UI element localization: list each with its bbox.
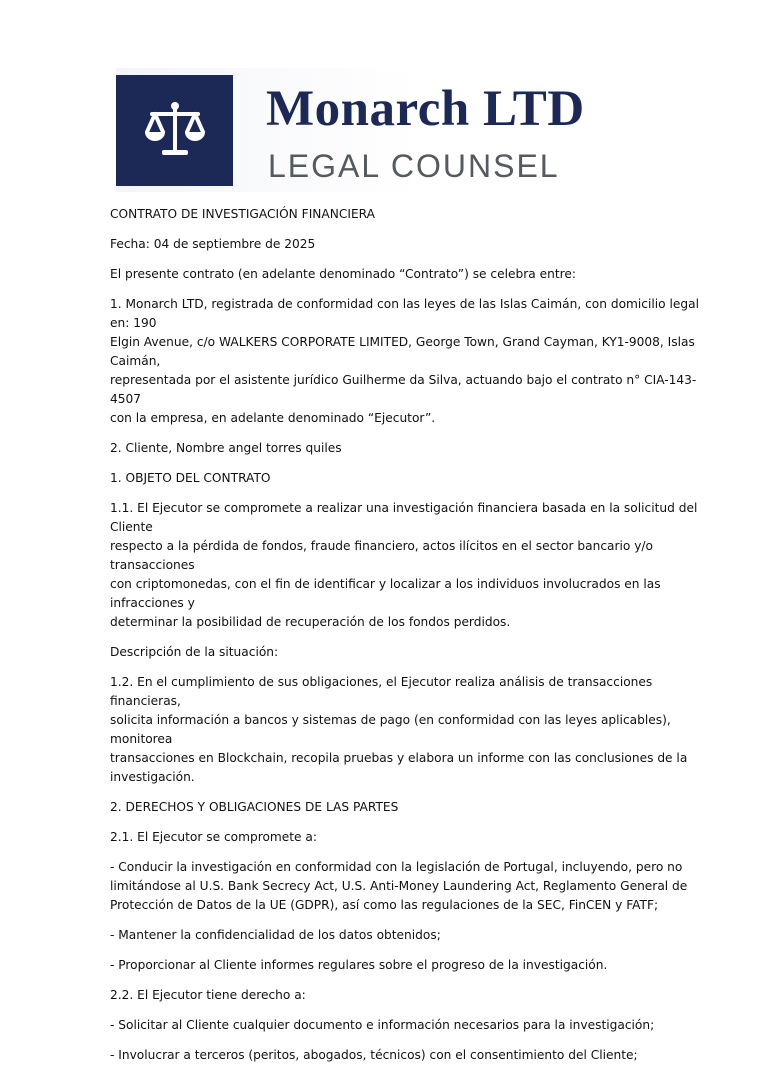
bullet-1-line: limitándose al U.S. Bank Secrecy Act, U.S. Anti-Money Laundering Act, Reglamento General de — [110, 879, 688, 893]
clause-1-2-line: 1.2. En el cumplimiento de sus obligaciones, el Ejecutor realiza análisis de transacciones financieras, — [110, 675, 653, 708]
clause-1-1-line: determinar la posibilidad de recuperación de los fondos perdidos. — [110, 615, 511, 629]
clause-1-1-line: respecto a la pérdida de fondos, fraude financiero, actos ilícitos en el sector bancario y/o transacciones — [110, 539, 653, 572]
document-date: Fecha: 04 de septiembre de 2025 — [110, 237, 316, 251]
party-1-line: Elgin Avenue, c/o WALKERS CORPORATE LIMITED, George Town, Grand Cayman, KY1-9008, Islas Caimán, — [110, 335, 695, 368]
bullet-1-line: Protección de Datos de la UE (GDPR), así como las regulaciones de la SEC, FinCEN y FATF; — [110, 898, 659, 912]
document-title: CONTRATO DE INVESTIGACIÓN FINANCIERA — [110, 207, 375, 221]
clause-1-2-line: investigación. — [110, 770, 195, 784]
party-2-paragraph: 2. Cliente, Nombre angel torres quiles — [110, 441, 342, 455]
letterhead-banner — [116, 68, 626, 192]
situation-label: Descripción de la situación: — [110, 645, 279, 659]
clause-2-2: 2.2. El Ejecutor tiene derecho a: — [110, 988, 306, 1002]
bullet-1-line: - Conducir la investigación en conformidad con la legislación de Portugal, incluyendo, pero no — [110, 860, 683, 874]
section-heading: 1. OBJETO DEL CONTRATO — [110, 471, 271, 485]
bullet-item: - Involucrar a terceros (peritos, abogados, técnicos) con el consentimiento del Cliente; — [110, 1048, 638, 1062]
bullet-item: - Proporcionar al Cliente informes regulares sobre el progreso de la investigación. — [110, 958, 608, 972]
brand-name: Monarch LTD — [266, 81, 585, 137]
intro-paragraph: El presente contrato (en adelante denominado “Contrato”) se celebra entre: — [110, 267, 576, 281]
contract-body — [110, 205, 710, 1065]
logo — [116, 75, 233, 186]
clause-1-2-line: transacciones en Blockchain, recopila pruebas y elabora un informe con las conclusiones de la — [110, 751, 688, 765]
clause-1-1-line: con criptomonedas, con el fin de identificar y localizar a los individuos involucrados en las infracciones y — [110, 577, 661, 610]
brand-tagline: LEGAL COUNSEL — [268, 148, 560, 184]
clause-2-1: 2.1. El Ejecutor se compromete a: — [110, 830, 318, 844]
scales-of-justice-icon — [142, 100, 208, 162]
bullet-item: - Mantener la confidencialidad de los datos obtenidos; — [110, 928, 441, 942]
party-1-line: representada por el asistente jurídico Guilherme da Silva, actuando bajo el contrato n° CIA-143-4507 — [110, 373, 697, 406]
section-heading: 2. DERECHOS Y OBLIGACIONES DE LAS PARTES — [110, 800, 399, 814]
clause-1-2-line: solicita información a bancos y sistemas de pago (en conformidad con las leyes aplicables), monitorea — [110, 713, 671, 746]
party-1-line: 1. Monarch LTD, registrada de conformidad con las leyes de las Islas Caimán, con domicilio legal en: 190 — [110, 297, 699, 330]
party-1-line: con la empresa, en adelante denominado “Ejecutor”. — [110, 411, 436, 425]
bullet-item: - Solicitar al Cliente cualquier documento e información necesarios para la investigación; — [110, 1018, 655, 1032]
clause-1-1-line: 1.1. El Ejecutor se compromete a realizar una investigación financiera basada en la solicitud del Cliente — [110, 501, 698, 534]
